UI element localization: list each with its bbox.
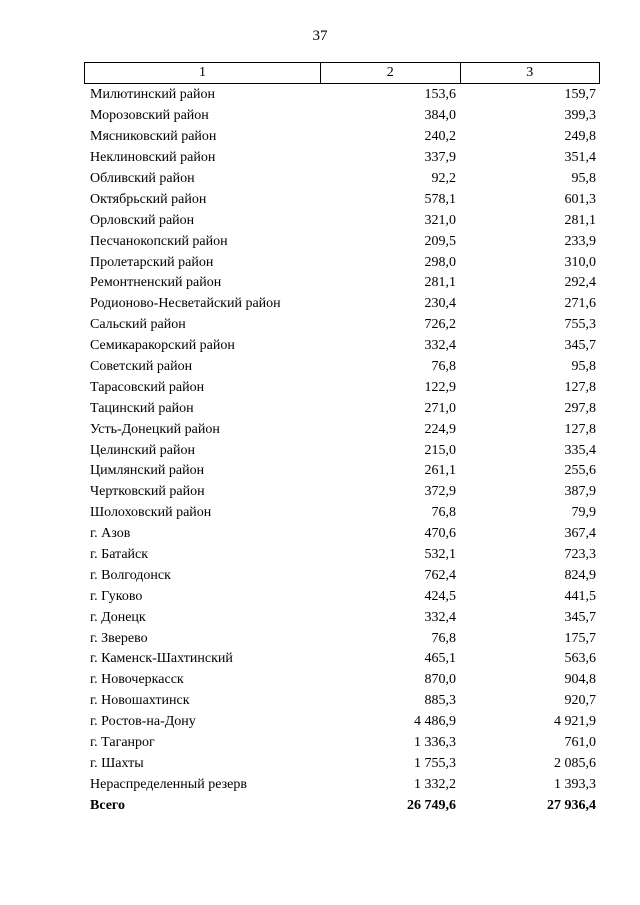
- column-3-value-cell: 27 936,4: [547, 797, 596, 813]
- column-2-value-cell: 578,1: [424, 191, 456, 207]
- table-row: [84, 754, 600, 775]
- region-name-cell: г. Зверево: [90, 630, 148, 646]
- region-name-cell: Всего: [90, 797, 125, 813]
- column-2-value-cell: 470,6: [424, 526, 456, 542]
- region-name-cell: Пролетарский район: [90, 254, 214, 270]
- table-row: [84, 649, 600, 670]
- column-2-value-cell: 26 749,6: [407, 797, 456, 813]
- region-name-cell: Песчанокопский район: [90, 233, 228, 249]
- region-name-cell: Шолоховский район: [90, 505, 212, 521]
- table-row: [84, 127, 600, 148]
- region-name-cell: г. Новочеркасск: [90, 672, 184, 688]
- column-2-value-cell: 76,8: [431, 630, 456, 646]
- column-3-value-cell: 310,0: [564, 254, 596, 270]
- column-3-value-cell: 297,8: [564, 400, 596, 416]
- column-3-value-cell: 95,8: [571, 359, 596, 375]
- column-2-value-cell: 153,6: [424, 87, 456, 103]
- table-row: [84, 148, 600, 169]
- column-2-value-cell: 92,2: [431, 171, 456, 186]
- region-name-cell: Октябрьский район: [90, 191, 207, 207]
- column-2-value-cell: 332,4: [424, 609, 456, 625]
- region-name-cell: Тарасовский район: [90, 379, 205, 395]
- table-row: [84, 482, 600, 503]
- region-name-cell: Родионово-Несветайский район: [90, 296, 281, 312]
- table-body: [84, 85, 600, 816]
- column-2-value-cell: 298,0: [424, 254, 456, 270]
- region-name-cell: г. Таганрог: [90, 735, 155, 751]
- column-2-value-cell: 76,8: [431, 505, 456, 521]
- column-2-value-cell: 372,9: [424, 484, 456, 500]
- budget-table: [84, 62, 600, 816]
- column-2-value-cell: 4 486,9: [414, 714, 456, 730]
- region-name-cell: Чертковский район: [90, 484, 205, 500]
- column-2-value-cell: 76,8: [431, 359, 456, 375]
- table-row: [84, 607, 600, 628]
- region-name-cell: г. Гуково: [90, 588, 143, 604]
- table-row: [84, 503, 600, 524]
- region-name-cell: Тацинский район: [90, 400, 194, 416]
- table-row: [84, 252, 600, 273]
- column-2-value-cell: 224,9: [424, 421, 456, 437]
- column-3-value-cell: 255,6: [564, 463, 596, 479]
- region-name-cell: Нераспределенный резерв: [90, 776, 247, 792]
- column-3-value-cell: 249,8: [564, 129, 596, 145]
- column-3-value-cell: 1 393,3: [554, 776, 596, 792]
- table-row: [84, 565, 600, 586]
- column-3-value-cell: 127,8: [564, 421, 596, 437]
- column-3-value-cell: 563,6: [564, 651, 596, 667]
- region-name-cell: Усть-Донецкий район: [90, 421, 220, 437]
- column-3-value-cell: 292,4: [564, 275, 596, 291]
- table-row: [84, 398, 600, 419]
- region-name-cell: Неклиновский район: [90, 150, 216, 166]
- column-3-value-cell: 79,9: [571, 505, 596, 521]
- column-3-value-cell: 387,9: [564, 484, 596, 500]
- column-2-value-cell: 532,1: [424, 547, 456, 563]
- table-row: [84, 315, 600, 336]
- column-2-value-cell: 1 755,3: [414, 755, 456, 771]
- table-row: [84, 210, 600, 231]
- column-2-value-cell: 337,9: [424, 150, 456, 166]
- column-header-2: 2: [320, 63, 459, 83]
- table-row: [84, 712, 600, 733]
- column-3-value-cell: 159,7: [564, 87, 596, 103]
- column-3-value-cell: 351,4: [564, 150, 596, 166]
- table-row: [84, 231, 600, 252]
- region-name-cell: Цимлянский район: [90, 463, 205, 479]
- table-row: [84, 733, 600, 754]
- region-name-cell: Сальский район: [90, 317, 186, 333]
- column-2-value-cell: 465,1: [424, 651, 456, 667]
- column-2-value-cell: 209,5: [424, 233, 456, 249]
- table-row: [84, 461, 600, 482]
- column-3-value-cell: 345,7: [564, 338, 596, 354]
- table-row: [84, 628, 600, 649]
- column-2-value-cell: 122,9: [424, 379, 456, 395]
- table-row: [84, 774, 600, 795]
- table-row: [84, 273, 600, 294]
- region-name-cell: Морозовский район: [90, 108, 209, 124]
- region-name-cell: г. Волгодонск: [90, 567, 171, 583]
- column-3-value-cell: 335,4: [564, 442, 596, 458]
- table-row: [84, 586, 600, 607]
- column-2-value-cell: 870,0: [424, 672, 456, 688]
- region-name-cell: г. Батайск: [90, 547, 149, 563]
- column-2-value-cell: 1 332,2: [414, 776, 456, 792]
- column-2-value-cell: 281,1: [424, 275, 456, 291]
- column-3-value-cell: 127,8: [564, 379, 596, 395]
- table-row: [84, 524, 600, 545]
- column-3-value-cell: 2 085,6: [554, 755, 596, 771]
- table-row: [84, 545, 600, 566]
- column-3-value-cell: 95,8: [571, 171, 596, 186]
- table-row: [84, 670, 600, 691]
- column-2-value-cell: 726,2: [424, 317, 456, 333]
- region-name-cell: Советский район: [90, 359, 193, 375]
- column-3-value-cell: 920,7: [564, 693, 596, 709]
- column-3-value-cell: 824,9: [564, 567, 596, 583]
- column-3-value-cell: 233,9: [564, 233, 596, 249]
- column-3-value-cell: 755,3: [564, 317, 596, 333]
- column-2-value-cell: 332,4: [424, 338, 456, 354]
- table-row: [84, 85, 600, 106]
- table-row: [84, 189, 600, 210]
- region-name-cell: г. Ростов-на-Дону: [90, 714, 196, 730]
- region-name-cell: Обливский район: [90, 171, 195, 186]
- region-name-cell: г. Донецк: [90, 609, 146, 625]
- table-row: [84, 169, 600, 190]
- region-name-cell: Мясниковский район: [90, 129, 217, 145]
- column-2-value-cell: 271,0: [424, 400, 456, 416]
- column-2-value-cell: 424,5: [424, 588, 456, 604]
- region-name-cell: Милютинский район: [90, 87, 216, 103]
- column-3-value-cell: 345,7: [564, 609, 596, 625]
- column-2-value-cell: 1 336,3: [414, 735, 456, 751]
- column-3-value-cell: 723,3: [564, 547, 596, 563]
- region-name-cell: Целинский район: [90, 442, 195, 458]
- column-3-value-cell: 281,1: [564, 212, 596, 228]
- region-name-cell: Орловский район: [90, 212, 195, 228]
- table-row: [84, 294, 600, 315]
- table-header-row: [84, 62, 600, 84]
- table-row: [84, 419, 600, 440]
- table-row: [84, 377, 600, 398]
- table-row: [84, 106, 600, 127]
- table-row: [84, 440, 600, 461]
- column-3-value-cell: 904,8: [564, 672, 596, 688]
- column-3-value-cell: 175,7: [564, 630, 596, 646]
- region-name-cell: г. Новошахтинск: [90, 693, 190, 709]
- column-2-value-cell: 885,3: [424, 693, 456, 709]
- column-header-1: 1: [199, 65, 207, 80]
- table-row: [84, 336, 600, 357]
- region-name-cell: г. Азов: [90, 526, 131, 542]
- column-3-value-cell: 441,5: [564, 588, 596, 604]
- column-3-value-cell: 399,3: [564, 108, 596, 124]
- column-3-value-cell: 271,6: [564, 296, 596, 312]
- column-2-value-cell: 261,1: [424, 463, 456, 479]
- table-row: [84, 357, 600, 378]
- region-name-cell: г. Каменск-Шахтинский: [90, 651, 233, 667]
- column-header-3: 3: [460, 63, 599, 83]
- column-2-value-cell: 384,0: [424, 108, 456, 124]
- page-number: 37: [312, 28, 328, 44]
- column-3-value-cell: 367,4: [564, 526, 596, 542]
- column-3-value-cell: 601,3: [564, 191, 596, 207]
- column-2-value-cell: 240,2: [424, 129, 456, 145]
- column-2-value-cell: 230,4: [424, 296, 456, 312]
- column-2-value-cell: 215,0: [424, 442, 456, 458]
- column-3-value-cell: 761,0: [564, 735, 596, 751]
- region-name-cell: Семикаракорский район: [90, 338, 235, 354]
- region-name-cell: Ремонтненский район: [90, 275, 222, 291]
- region-name-cell: г. Шахты: [90, 755, 144, 771]
- column-2-value-cell: 762,4: [424, 567, 456, 583]
- total-row: [84, 795, 600, 816]
- table-row: [84, 691, 600, 712]
- column-3-value-cell: 4 921,9: [554, 714, 596, 730]
- column-2-value-cell: 321,0: [424, 212, 456, 228]
